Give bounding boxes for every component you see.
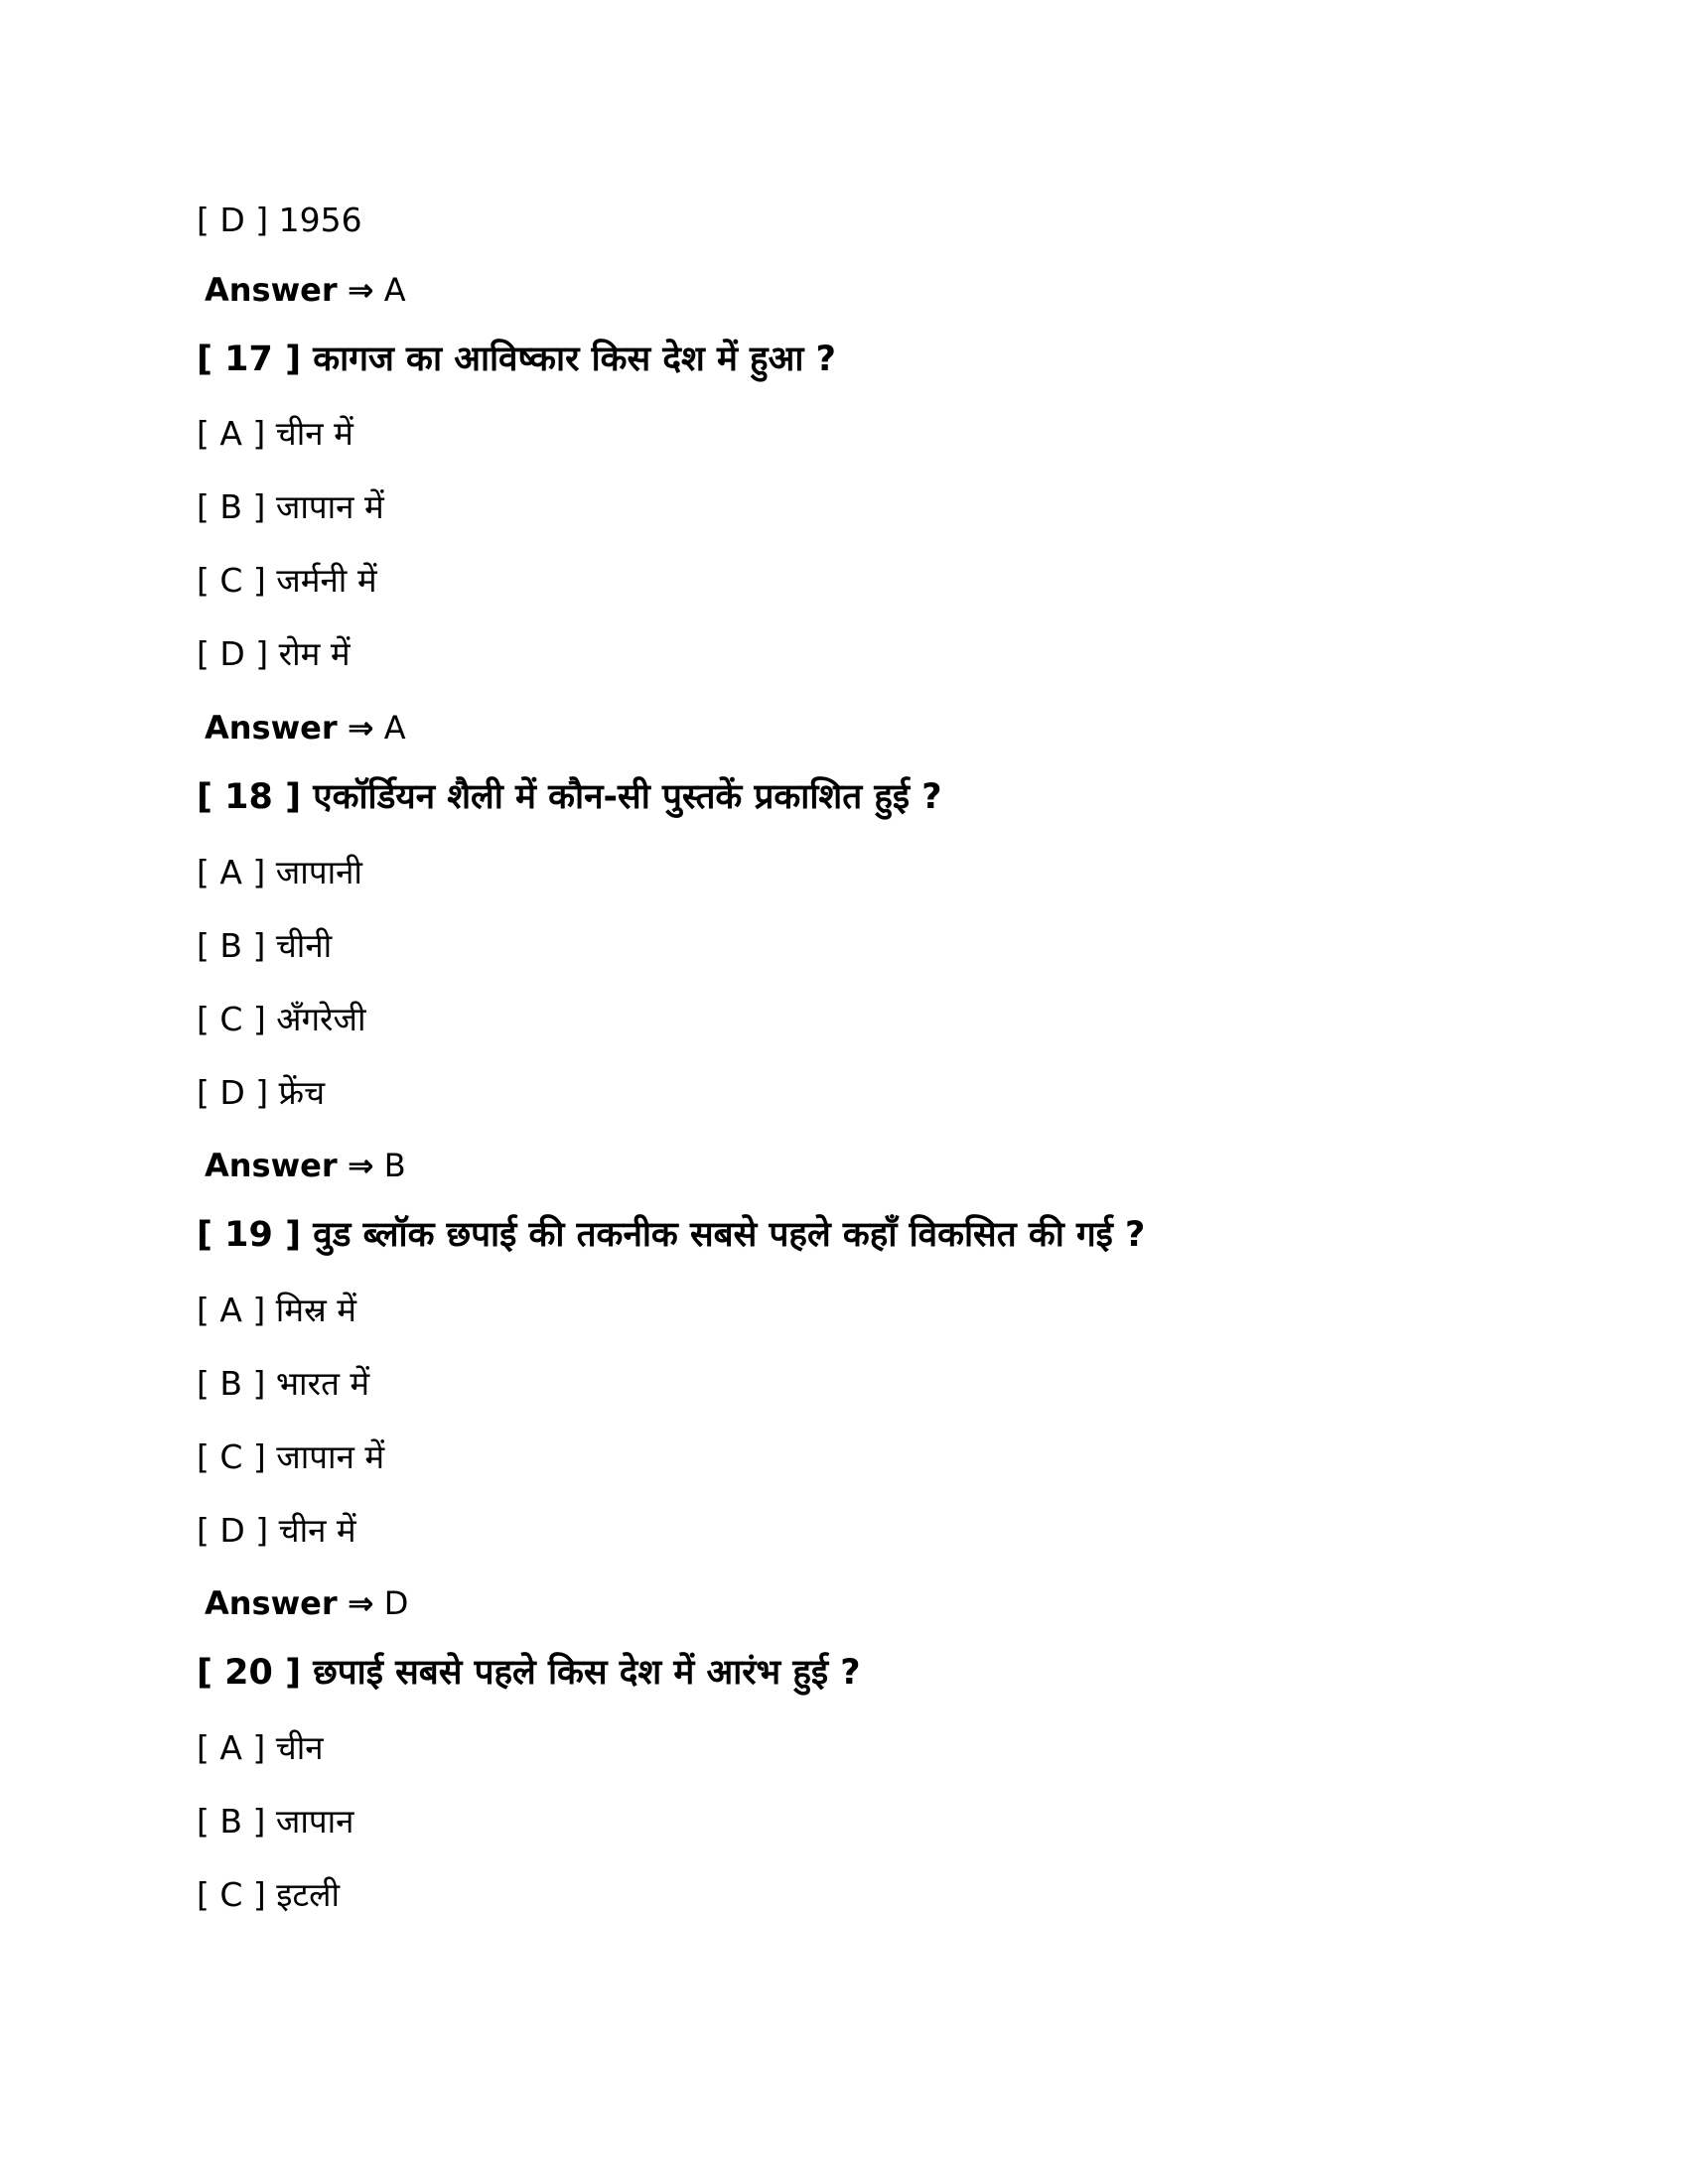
question-19-option-c: [ C ] जापान में [197,1437,385,1476]
question-19-answer [205,1584,409,1622]
arrow-icon: ⇒ [347,1147,374,1184]
question-18-answer [205,1147,406,1184]
answer-label: Answer [205,709,338,747]
option-prev-d: [ D ] 1956 [197,201,362,239]
question-19-option-d: [ D ] चीन में [197,1511,356,1550]
question-18-option-d: [ D ] फ्रेंच [197,1073,326,1112]
arrow-icon: ⇒ [347,1584,374,1622]
question-20-option-b: [ B ] जापान [197,1802,354,1841]
question-19-option-a: [ A ] मिस्र में [197,1291,356,1329]
question-17-title: [ 17 ] कागज का आविष्कार किस देश में हुआ ? [197,340,836,379]
question-20-title: [ 20 ] छपाई सबसे पहले किस देश में आरंभ हुई ? [197,1653,861,1693]
question-18-option-c: [ C ] अँगरेजी [197,1000,366,1038]
question-18-option-a: [ A ] जापानी [197,853,362,891]
answer-value: A [383,709,406,747]
question-19-title: [ 19 ] वुड ब्लॉक छपाई की तकनीक सबसे पहले कहाँ विकसित की गई ? [197,1215,1146,1255]
question-17-option-d: [ D ] रोम में [197,634,351,673]
question-17-option-c: [ C ] जर्मनी में [197,561,377,600]
answer-prev [205,271,406,309]
question-18-option-b: [ B ] चीनी [197,926,333,965]
arrow-icon: ⇒ [347,709,374,747]
question-18-title: [ 18 ] एकॉर्डियन शैली में कौन-सी पुस्तकें प्रकाशित हुई ? [197,777,942,817]
question-17-answer [205,709,406,747]
question-20-option-a: [ A ] चीन [197,1728,324,1767]
question-19-option-b: [ B ] भारत में [197,1364,370,1403]
answer-label: Answer [205,1584,338,1622]
question-17-option-a: [ A ] चीन में [197,414,353,453]
question-20-option-c: [ C ] इटली [197,1875,341,1914]
answer-value: B [383,1147,406,1184]
question-17-option-b: [ B ] जापान में [197,487,384,526]
arrow-icon: ⇒ [347,271,374,309]
answer-label: Answer [205,271,338,309]
answer-label: Answer [205,1147,338,1184]
answer-value: D [383,1584,409,1622]
answer-value: A [383,271,406,309]
